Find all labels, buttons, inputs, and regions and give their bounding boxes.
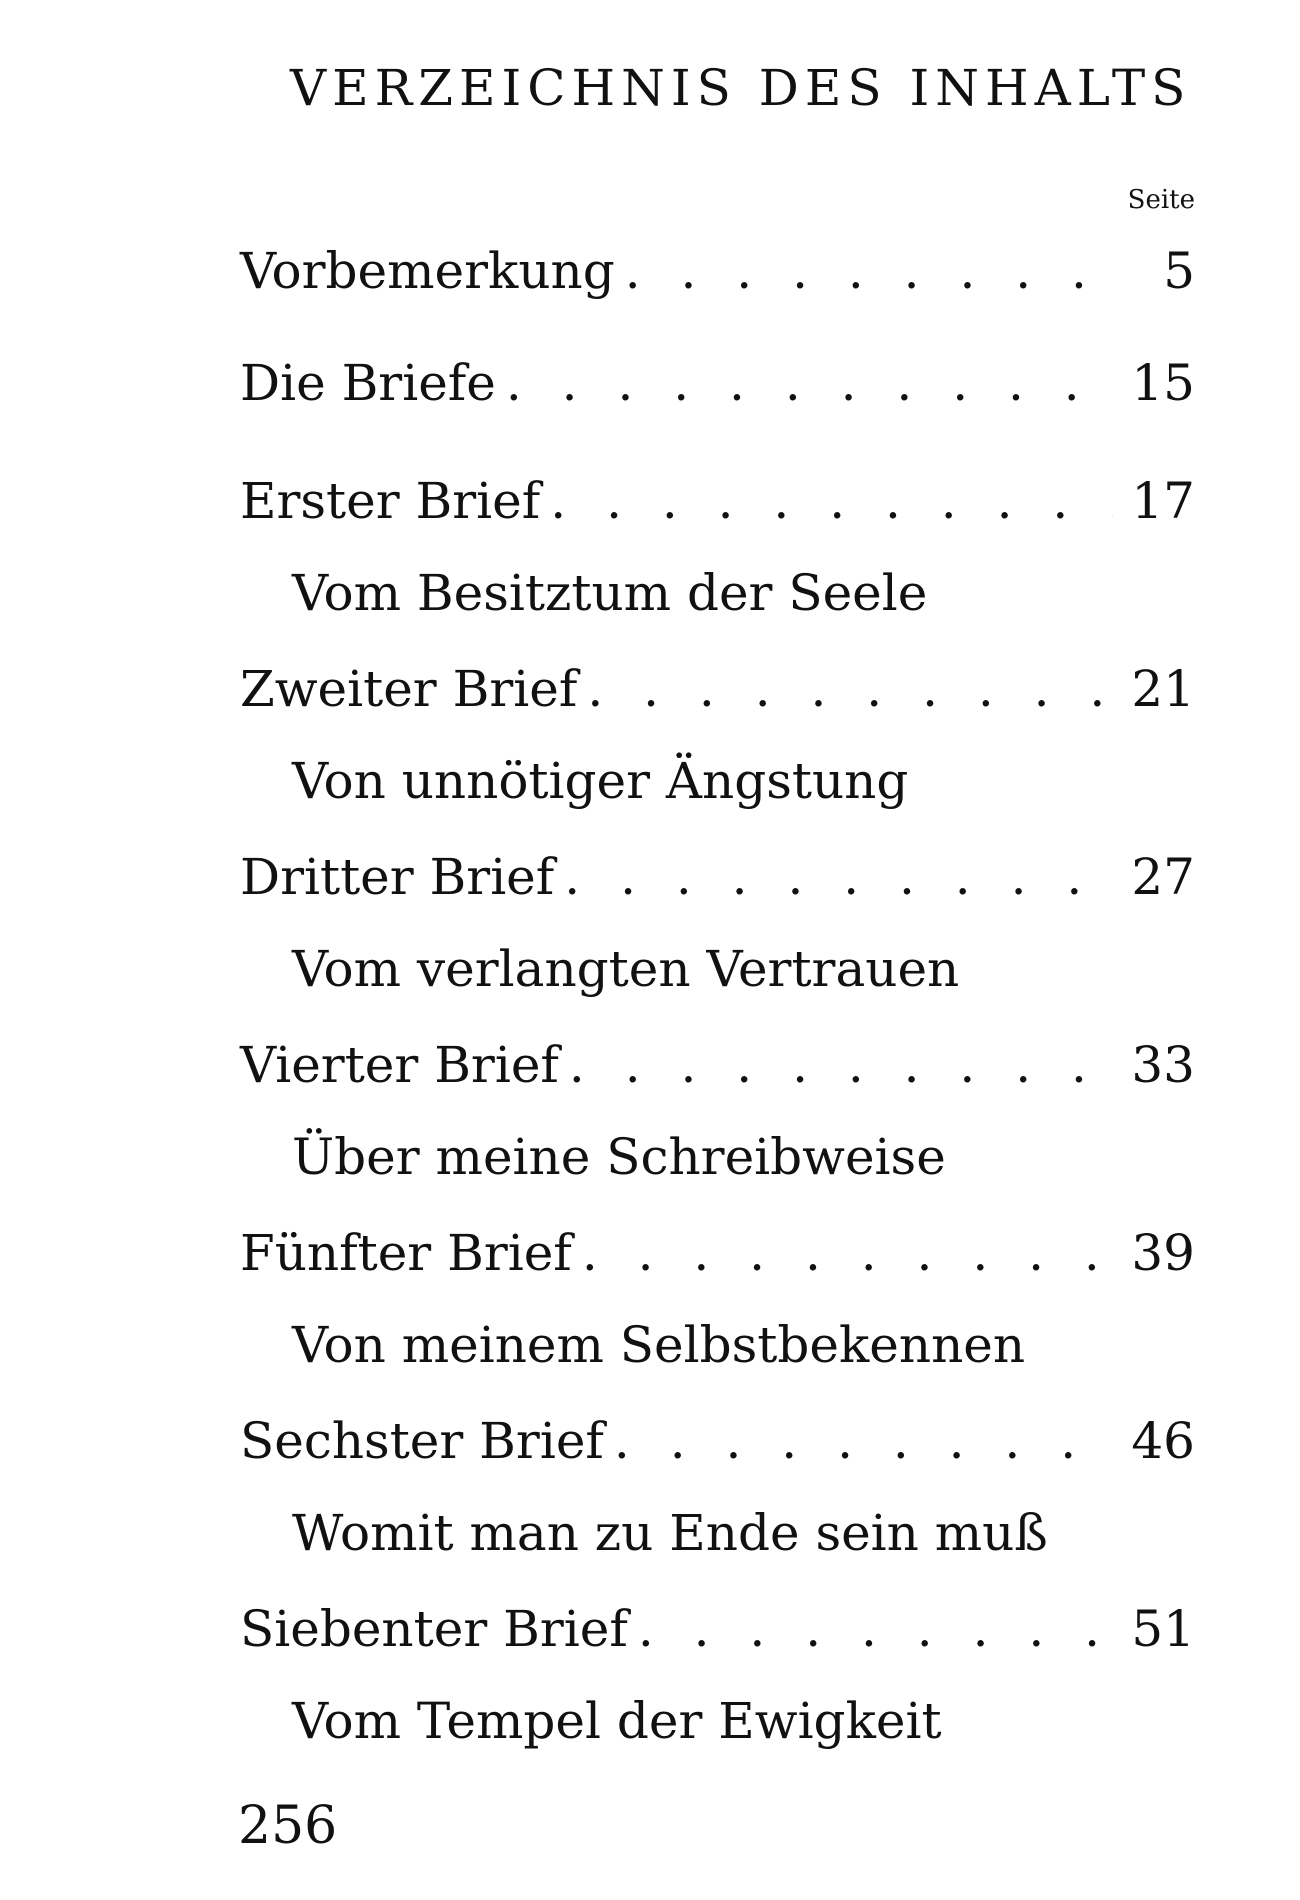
toc-entry-subtitle: Von meinem Selbstbekennen (292, 1316, 1026, 1374)
toc-entry-vierter-brief (240, 1034, 1195, 1188)
toc-entry-title: Dritter Brief (240, 848, 555, 906)
toc-entry-title: Siebenter Brief (240, 1600, 628, 1658)
toc-entry-title: Die Briefe (240, 354, 496, 412)
toc-entry-row (240, 1410, 1195, 1472)
toc-entry-erster-brief (240, 470, 1195, 624)
toc-entry-row (240, 352, 1195, 414)
toc-entry-title: Zweiter Brief (240, 660, 578, 718)
toc-entry-row (240, 1598, 1195, 1660)
toc-entry-page-number: 39 (1131, 1224, 1195, 1282)
toc-entry-subtitle: Vom Besitztum der Seele (292, 564, 928, 622)
toc-entry-page-number: 15 (1131, 354, 1195, 412)
dot-leader (506, 352, 1113, 414)
toc-entry-subtitle: Über meine Schreibweise (292, 1128, 946, 1186)
toc-entry-title: Fünfter Brief (240, 1224, 572, 1282)
toc-entry-page-number: 33 (1131, 1036, 1195, 1094)
dot-leader (550, 470, 1113, 532)
toc-entry-subtitle: Vom verlangten Vertrauen (292, 940, 960, 998)
toc-entry-fuenfter-brief (240, 1222, 1195, 1376)
toc-entry-subtitle: Von unnötiger Ängstung (292, 752, 909, 810)
toc-entry-page-number: 21 (1131, 660, 1195, 718)
dot-leader (582, 1222, 1114, 1284)
toc-entry-subtitle: Vom Tempel der Ewigkeit (292, 1692, 942, 1750)
page-title: VERZEICHNIS DES INHALTS (290, 59, 1192, 117)
toc-entry-dritter-brief (240, 846, 1195, 1000)
toc-entry-row (240, 1034, 1195, 1096)
toc-entry-row (240, 658, 1195, 720)
toc-entry-siebenter-brief (240, 1598, 1195, 1752)
toc-entry-page-number: 46 (1131, 1412, 1195, 1470)
page-column-label: Seite (1127, 185, 1195, 215)
dot-leader (569, 1034, 1113, 1096)
dot-leader (587, 658, 1113, 720)
toc-entry-sechster-brief (240, 1410, 1195, 1564)
toc-entry-title: Erster Brief (240, 472, 541, 530)
toc-entry-page-number: 27 (1131, 848, 1195, 906)
toc-entry-page-number: 5 (1163, 242, 1195, 300)
dot-leader (614, 1410, 1113, 1472)
toc-entry-title: Sechster Brief (240, 1412, 604, 1470)
toc-entry-page-number: 51 (1131, 1600, 1195, 1658)
toc-entry-die-briefe (240, 352, 1195, 414)
dot-leader (638, 1598, 1114, 1660)
toc-entry-vorbemerkung (240, 240, 1195, 302)
toc-entry-row (240, 846, 1195, 908)
toc-entry-row (240, 470, 1195, 532)
toc-entry-title: Vorbemerkung (240, 242, 615, 300)
toc-entry-row (240, 1222, 1195, 1284)
toc-entry-subtitle: Womit man zu Ende sein muß (292, 1504, 1048, 1562)
dot-leader (625, 240, 1117, 302)
toc-entry-page-number: 17 (1131, 472, 1195, 530)
toc-entry-title: Vierter Brief (240, 1036, 559, 1094)
folio-page-number: 256 (238, 1796, 338, 1856)
dot-leader (564, 846, 1113, 908)
toc-entry-zweiter-brief (240, 658, 1195, 812)
toc-entry-row (240, 240, 1195, 302)
